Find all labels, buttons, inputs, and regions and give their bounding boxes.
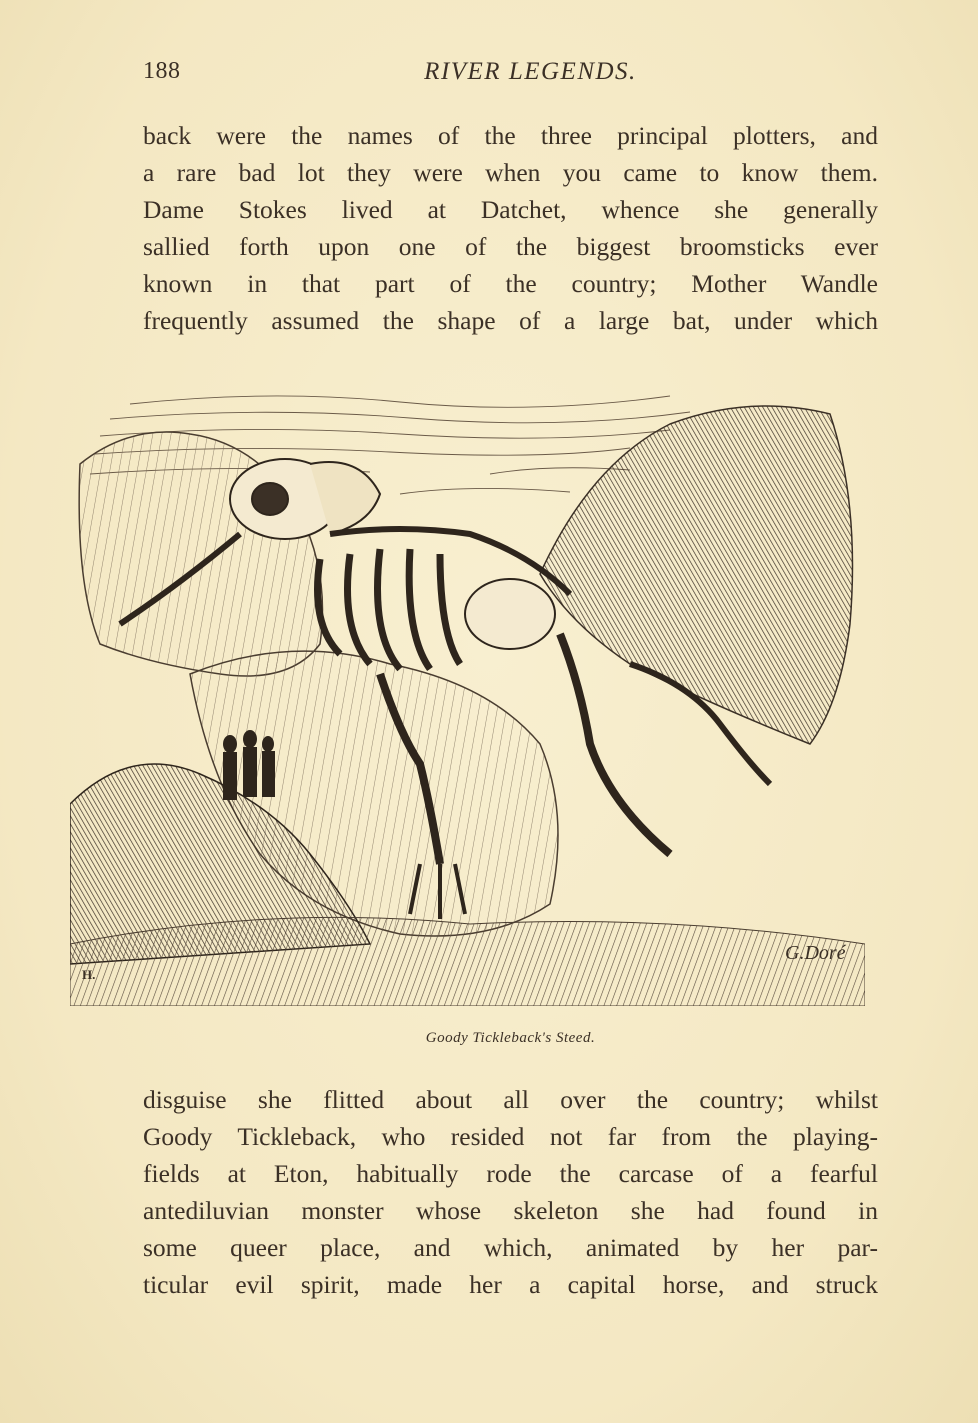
- text-block-top: [143, 117, 878, 339]
- page-number: 188: [143, 58, 181, 84]
- text-line: known in that part of the country; Mother Wandle: [143, 269, 878, 298]
- engraver-mark: H.: [82, 967, 96, 982]
- running-head: RIVER LEGENDS.: [424, 58, 637, 85]
- three-figures: [223, 730, 275, 800]
- text-line: a rare bad lot they were when you came to know them.: [143, 158, 878, 187]
- text-line: sallied forth upon one of the biggest broomsticks ever: [143, 232, 878, 261]
- text-line: fields at Eton, habitually rode the carcase of a fearful: [143, 1159, 878, 1188]
- text-line: Goody Tickleback, who resided not far from the playing-: [143, 1122, 878, 1151]
- text-line: ticular evil spirit, made her a capital horse, and struck: [143, 1270, 878, 1299]
- text-line: Dame Stokes lived at Datchet, whence she generally: [143, 195, 878, 224]
- artist-signature: G.Doré: [785, 942, 846, 964]
- text-line: back were the names of the three principal plotters, and: [143, 121, 878, 150]
- text-line: frequently assumed the shape of a large bat, under which: [143, 306, 878, 335]
- right-cliff: [540, 406, 853, 744]
- text-line: some queer place, and which, animated by her par-: [143, 1233, 878, 1262]
- ground: [70, 917, 865, 1006]
- text-block-bottom: [143, 1081, 878, 1303]
- page-header: [143, 58, 878, 92]
- text-line: antediluvian monster whose skeleton she had found in: [143, 1196, 878, 1225]
- figure-caption: Goody Tickleback's Steed.: [425, 1030, 596, 1046]
- illustration-skeleton-engraving: [70, 384, 865, 1006]
- text-line: disguise she flitted about all over the country; whilst: [143, 1085, 878, 1114]
